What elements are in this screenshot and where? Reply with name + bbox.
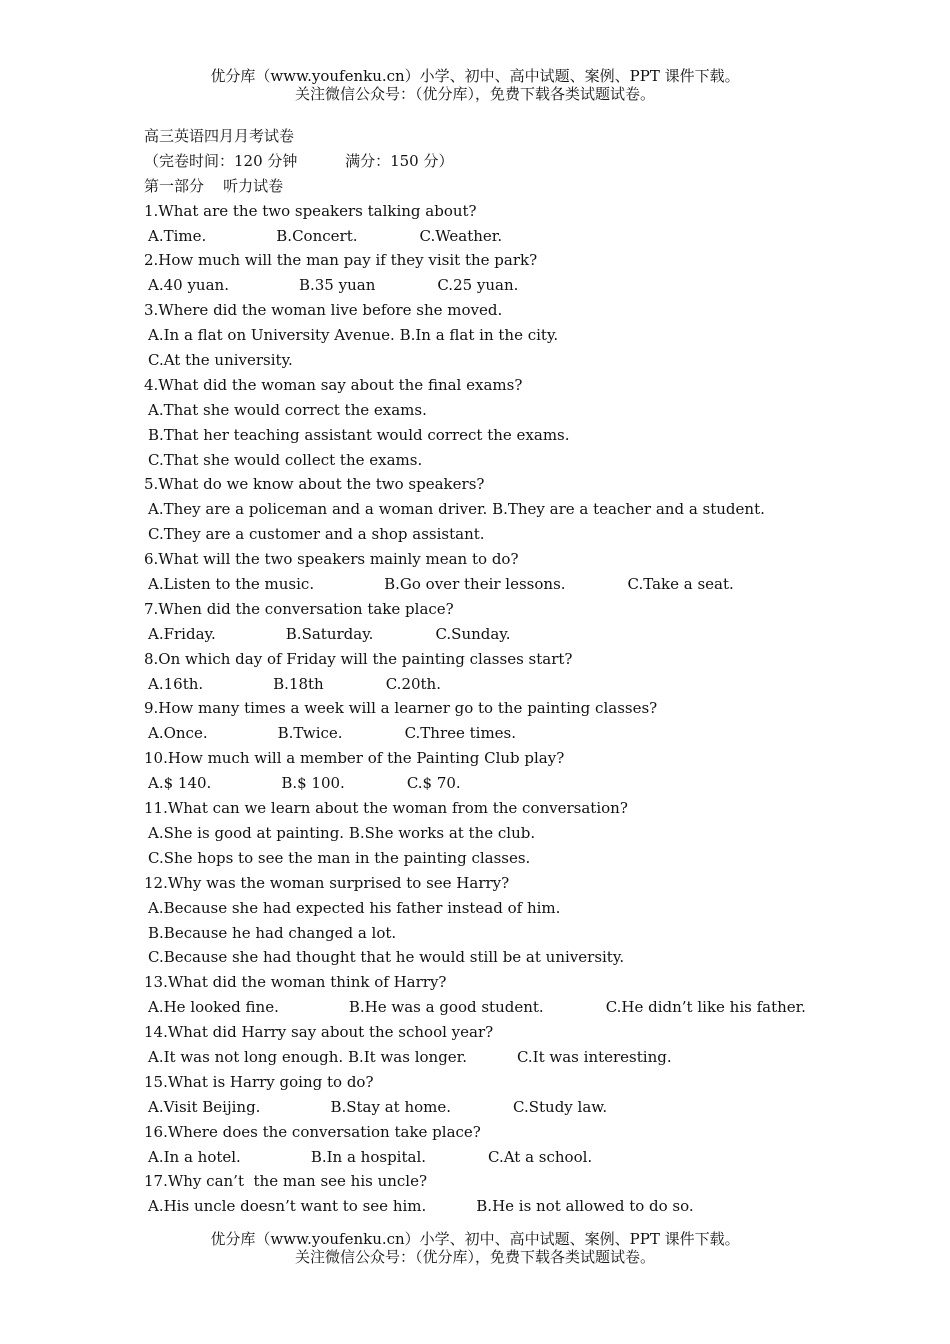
- question-stem: 11.What can we learn about the woman from the conversation?: [144, 799, 628, 818]
- answer-option: A.His uncle doesn’t want to see him.: [148, 1197, 427, 1216]
- option-line: [144, 672, 844, 697]
- answer-option: A.Listen to the music.: [148, 575, 315, 594]
- answer-option: B.Because he had changed a lot.: [148, 923, 397, 942]
- option-line: [144, 945, 844, 970]
- answer-option: C.Because she had thought that he would still be at university.: [148, 948, 625, 967]
- answer-option: B.Concert.: [276, 226, 358, 245]
- answer-option: C.$ 70.: [406, 774, 461, 793]
- question-stem: 10.How much will a member of the Painting Club play?: [144, 749, 565, 768]
- question-stem: 5.What do we know about the two speakers?: [144, 475, 485, 494]
- answer-option: C.Take a seat.: [627, 575, 734, 594]
- exam-body: [144, 124, 844, 1219]
- answer-option: A.In a flat on University Avenue. B.In a flat in the city.: [148, 326, 559, 345]
- option-line: [144, 622, 844, 647]
- option-line: [144, 224, 844, 249]
- answer-option: A.They are a policeman and a woman driver. B.They are a teacher and a student.: [148, 500, 765, 519]
- answer-option: C.That she would collect the exams.: [148, 450, 423, 469]
- option-line: [144, 497, 844, 522]
- answer-option: B.Saturday.: [285, 624, 374, 643]
- answer-option: C.At a school.: [488, 1147, 593, 1166]
- answer-option: B.Stay at home.: [330, 1097, 452, 1116]
- option-line: [144, 921, 844, 946]
- exam-time-score: （完卷时间：120 分钟 满分：150 分）: [144, 151, 454, 170]
- answer-option: C.20th.: [385, 674, 441, 693]
- option-line: [144, 896, 844, 921]
- question-stem: 1.What are the two speakers talking about?: [144, 201, 477, 220]
- section-heading: 第一部分 听力试卷: [144, 176, 284, 195]
- answer-option: A.That she would correct the exams.: [148, 400, 427, 419]
- option-line: [144, 323, 844, 348]
- question-stem: 13.What did the woman think of Harry?: [144, 973, 447, 992]
- answer-option: C.It was interesting.: [516, 1047, 672, 1066]
- answer-option: C.Sunday.: [435, 624, 511, 643]
- answer-option: C.25 yuan.: [437, 276, 519, 295]
- option-line: [144, 1045, 844, 1070]
- option-line: [144, 771, 844, 796]
- answer-option: A.Visit Beijing.: [148, 1097, 261, 1116]
- option-line: [144, 1095, 844, 1120]
- question-stem: 4.What did the woman say about the final exams?: [144, 375, 523, 394]
- page-header: [0, 67, 950, 103]
- answer-option: C.Study law.: [513, 1097, 608, 1116]
- option-line: [144, 398, 844, 423]
- question-stem: 16.Where does the conversation take place?: [144, 1122, 481, 1141]
- footer-line-2: 关注微信公众号：（优分库），免费下载各类试题试卷。: [294, 1248, 655, 1266]
- answer-option: A.Once.: [148, 724, 208, 743]
- answer-option: B.$ 100.: [281, 774, 345, 793]
- page-footer: [0, 1230, 950, 1266]
- question-stem: 12.Why was the woman surprised to see Harry?: [144, 873, 510, 892]
- option-line: [144, 522, 844, 547]
- answer-option: B.35 yuan: [298, 276, 376, 295]
- answer-option: B.He was a good student.: [348, 998, 544, 1017]
- option-line: [144, 821, 844, 846]
- option-line: [144, 273, 844, 298]
- question-stem: 8.On which day of Friday will the painting classes start?: [144, 649, 573, 668]
- answer-option: A.16th.: [148, 674, 204, 693]
- answer-option: A.It was not long enough. B.It was longer.: [148, 1047, 467, 1066]
- answer-option: A.She is good at painting. B.She works at the club.: [148, 823, 536, 842]
- option-line: [144, 721, 844, 746]
- option-line: [144, 1194, 844, 1219]
- footer-line-1: 优分库（www.youfenku.cn）小学、初中、高中试题、案例、PPT 课件下载。: [210, 1230, 740, 1248]
- answer-option: A.In a hotel.: [148, 1147, 241, 1166]
- question-stem: 9.How many times a week will a learner go to the painting classes?: [144, 699, 658, 718]
- header-line-1: 优分库（www.youfenku.cn）小学、初中、高中试题、案例、PPT 课件下载。: [210, 67, 740, 85]
- answer-option: C.She hops to see the man in the painting classes.: [148, 848, 531, 867]
- option-line: [144, 846, 844, 871]
- option-line: [144, 572, 844, 597]
- question-stem: 2.How much will the man pay if they visit the park?: [144, 251, 538, 270]
- option-line: [144, 348, 844, 373]
- answer-option: B.18th: [273, 674, 324, 693]
- answer-option: B.That her teaching assistant would correct the exams.: [148, 425, 570, 444]
- answer-option: A.Friday.: [148, 624, 216, 643]
- question-stem: 6.What will the two speakers mainly mean to do?: [144, 550, 519, 569]
- answer-option: A.40 yuan.: [148, 276, 229, 295]
- option-line: [144, 448, 844, 473]
- option-line: [144, 423, 844, 448]
- answer-option: B.In a hospital.: [310, 1147, 427, 1166]
- question-stem: 17.Why can’t the man see his uncle?: [144, 1172, 428, 1191]
- answer-option: A.He looked fine.: [148, 998, 279, 1017]
- question-stem: 14.What did Harry say about the school year?: [144, 1023, 494, 1042]
- answer-option: A.$ 140.: [148, 774, 212, 793]
- question-stem: 7.When did the conversation take place?: [144, 599, 454, 618]
- question-list: [144, 199, 844, 1220]
- answer-option: A.Time.: [148, 226, 207, 245]
- answer-option: C.At the university.: [148, 351, 293, 370]
- option-line: [144, 995, 844, 1020]
- answer-option: B.Twice.: [277, 724, 343, 743]
- answer-option: C.Three times.: [404, 724, 517, 743]
- question-stem: 3.Where did the woman live before she moved.: [144, 301, 503, 320]
- answer-option: B.Go over their lessons.: [384, 575, 566, 594]
- header-line-2: 关注微信公众号：（优分库），免费下载各类试题试卷。: [294, 85, 655, 103]
- question-stem: 15.What is Harry going to do?: [144, 1072, 374, 1091]
- answer-option: B.He is not allowed to do so.: [476, 1197, 694, 1216]
- answer-option: C.They are a customer and a shop assistant.: [148, 525, 485, 544]
- answer-option: A.Because she had expected his father instead of him.: [148, 898, 561, 917]
- answer-option: C.Weather.: [419, 226, 503, 245]
- option-line: [144, 1145, 844, 1170]
- answer-option: C.He didn’t like his father.: [605, 998, 806, 1017]
- exam-title: 高三英语四月月考试卷: [144, 127, 295, 145]
